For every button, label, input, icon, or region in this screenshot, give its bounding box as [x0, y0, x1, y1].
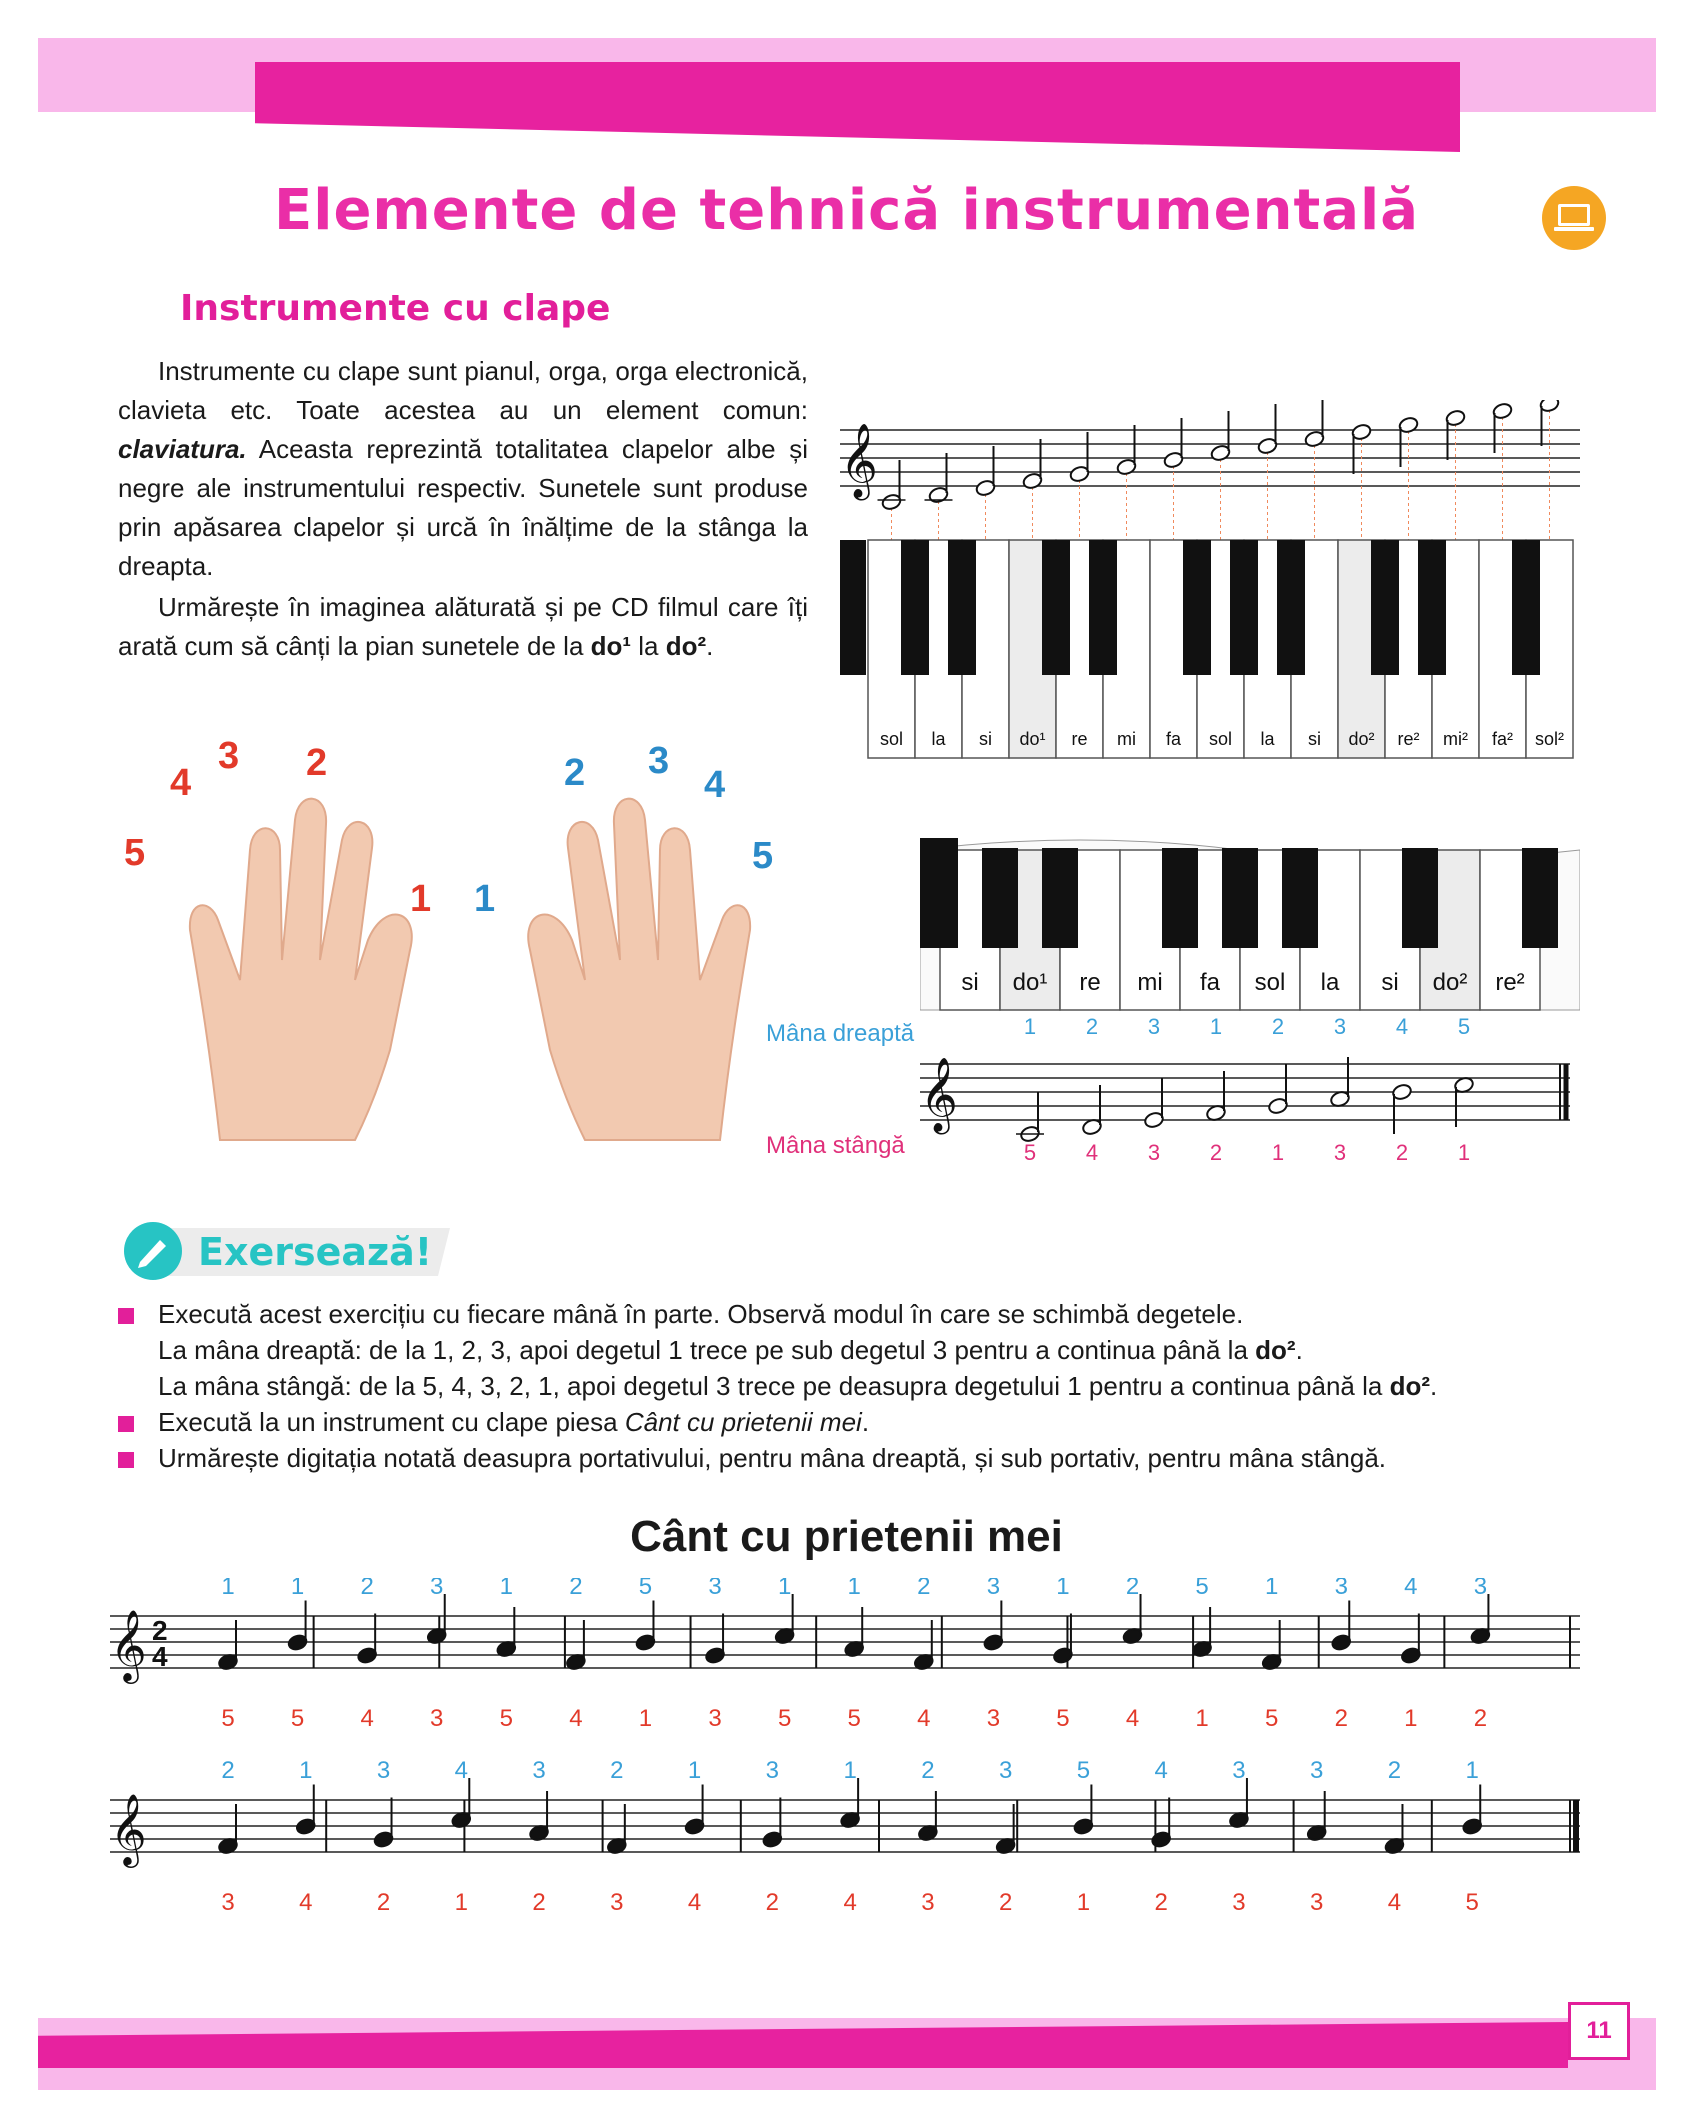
right-hand-finger: 1 [843, 1757, 857, 1784]
left-hand-finger: 1 [1404, 1705, 1418, 1732]
keys-top [840, 540, 1573, 758]
treble-clef: 𝄞 [920, 1058, 958, 1130]
key-label: re² [1495, 969, 1525, 996]
right-hand-finger: 4 [1395, 1014, 1409, 1039]
key-label: re² [1397, 729, 1420, 749]
right-hand-finger: 1 [1209, 1014, 1223, 1039]
black-key [920, 838, 958, 948]
left-hand-finger: 2 [765, 1889, 780, 1916]
left-hand-finger: 2 [1154, 1889, 1168, 1916]
key-label: la [1320, 969, 1340, 996]
scale-staff [920, 1010, 1580, 1170]
left-hand-finger: 1 [1195, 1705, 1209, 1732]
black-key [1089, 540, 1117, 675]
key-label: fa² [1491, 729, 1514, 749]
key-label: mi² [1443, 729, 1468, 749]
intro-paragraph-1: Instrumente cu clape sunt pianul, orga, orga electronică, clavieta etc. Toate acestea au un element comun: claviatura. Aceasta reprezintă totalitatea clapelor albe și negre ale instrumentului respectiv. Sunetele sunt produse prin apăsarea clapelor și urcă în înălțime de la stânga la dreapta. [118, 356, 808, 581]
keyboard-diagram-top [840, 400, 1590, 770]
left-hand-finger: 2 [1209, 1140, 1223, 1165]
left-hand-finger: 1 [1076, 1889, 1091, 1916]
left-hand-finger: 4 [360, 1705, 374, 1732]
key-label: do² [1348, 729, 1375, 749]
left-hand-finger: 3 [430, 1705, 444, 1732]
left-hand-finger: 3 [986, 1705, 1001, 1732]
left-hand-finger: 3 [921, 1889, 935, 1916]
list-subitem: La mâna dreaptă: de la 1, 2, 3, apoi degetul 1 trece pe sub degetul 3 pentru a continua până la do². [158, 1335, 1303, 1365]
black-key [1282, 848, 1318, 948]
pencil-icon [124, 1222, 182, 1280]
right-hand-finger: 2 [1085, 1014, 1099, 1039]
right-hand-finger: 2 [221, 1757, 235, 1784]
left-hand-finger: 3 [1333, 1140, 1347, 1165]
key-label: sol [1254, 969, 1286, 996]
treble-clef: 𝄞 [110, 1795, 147, 1864]
key-label: si [979, 729, 992, 749]
section-title: Instrumente cu clape [180, 288, 611, 329]
left-hand-finger: 4 [917, 1705, 931, 1732]
right-hand-finger: 3 [1232, 1757, 1246, 1784]
left-hand-finger: 5 [290, 1705, 305, 1732]
black-key [1402, 848, 1438, 948]
right-hand-finger: 5 [1457, 1014, 1471, 1039]
key-label: sol [879, 729, 904, 749]
black-key [982, 848, 1018, 948]
black-key [1042, 848, 1078, 948]
laptop-icon[interactable] [1542, 186, 1606, 250]
left-hand-finger: 3 [1232, 1889, 1246, 1916]
left-hand-finger: 1 [638, 1705, 653, 1732]
right-hand-finger: 1 [687, 1757, 702, 1784]
left-hand-finger: 2 [1334, 1705, 1348, 1732]
left-hand-finger: 5 [1023, 1140, 1037, 1165]
black-key [840, 540, 866, 675]
black-key [1042, 540, 1070, 675]
staff-top [840, 400, 1580, 540]
left-hand-finger: 3 [1147, 1140, 1161, 1165]
song-score [110, 1578, 1590, 1978]
right-hand-finger: 3 [1473, 1578, 1488, 1600]
right-hand-finger: 2 [1125, 1578, 1140, 1600]
left-hand-finger: 2 [376, 1889, 391, 1916]
right-hand-finger: 5 [638, 1578, 653, 1600]
right-hand-finger: 3 [998, 1757, 1013, 1784]
right-hand-finger: 3 [708, 1578, 722, 1600]
left-finger-3: 3 [218, 735, 240, 777]
right-hand-finger: 1 [221, 1578, 235, 1600]
page-title: Elemente de tehnică instrumentală [274, 178, 1419, 243]
right-finger-4: 4 [704, 764, 726, 806]
key-label: mi [1117, 729, 1136, 749]
left-hand-finger: 2 [998, 1889, 1013, 1916]
black-key [1230, 540, 1258, 675]
right-hand-finger: 1 [1465, 1757, 1479, 1784]
key-label: sol [1208, 729, 1233, 749]
left-hand-finger: 2 [1395, 1140, 1409, 1165]
right-hand-finger: 3 [1334, 1578, 1348, 1600]
exercise-heading [120, 1222, 460, 1278]
left-hand-finger: 1 [1271, 1140, 1285, 1165]
key-label: la [931, 729, 946, 749]
key-label: si [1381, 969, 1399, 996]
intro-text [118, 352, 808, 666]
left-hand-finger: 2 [1473, 1705, 1488, 1732]
page-number: 11 [1568, 2002, 1630, 2060]
right-hand-finger: 4 [1154, 1757, 1168, 1784]
left-hand-finger: 1 [1457, 1140, 1471, 1165]
right-hand-finger: 1 [777, 1578, 792, 1600]
right-hand-finger: 2 [917, 1578, 931, 1600]
right-hand-finger: 1 [499, 1578, 513, 1600]
left-hand-finger: 4 [687, 1889, 702, 1916]
left-hand-finger: 4 [569, 1705, 583, 1732]
right-finger-3: 3 [648, 740, 670, 782]
right-hand-finger: 2 [921, 1757, 935, 1784]
black-key [1222, 848, 1258, 948]
right-finger-5: 5 [752, 835, 774, 877]
left-hand-finger: 3 [221, 1889, 235, 1916]
left-hand-finger: 4 [1125, 1705, 1140, 1732]
black-key [1522, 848, 1558, 948]
treble-clef: 𝄞 [840, 424, 878, 496]
treble-clef: 𝄞 [110, 1611, 147, 1680]
song-title: Cânt cu prietenii mei [630, 1512, 1063, 1561]
right-hand-finger: 1 [290, 1578, 305, 1600]
left-hand-label: Mâna stângă [766, 1132, 905, 1159]
black-key [1183, 540, 1211, 675]
key-label: sol² [1534, 729, 1565, 749]
key-label: la [1260, 729, 1275, 749]
right-hand-finger: 1 [1265, 1578, 1279, 1600]
list-item: Execută la un instrument cu clape piesa Cânt cu prietenii mei. [118, 1404, 1598, 1440]
left-hand-finger: 4 [299, 1889, 313, 1916]
black-key [1512, 540, 1540, 675]
black-key [948, 540, 976, 675]
key-label: re [1079, 969, 1101, 996]
right-hand-finger: 1 [1056, 1578, 1070, 1600]
right-hand-finger: 2 [610, 1757, 624, 1784]
black-key [901, 540, 929, 675]
right-hand-finger: 1 [847, 1578, 861, 1600]
list-item: Urmărește digitația notată deasupra portativului, pentru mâna dreaptă, și sub portativ, pentru mâna stângă. [118, 1440, 1598, 1476]
right-hand-finger: 4 [1404, 1578, 1418, 1600]
right-hand-finger: 5 [1076, 1757, 1091, 1784]
right-hand-finger: 3 [376, 1757, 391, 1784]
right-hand-finger: 5 [1195, 1578, 1209, 1600]
black-key [1371, 540, 1399, 675]
left-finger-4: 4 [170, 762, 192, 804]
left-finger-5: 5 [124, 832, 146, 874]
left-hand-finger: 1 [454, 1889, 468, 1916]
intro-paragraph-2: Urmărește în imaginea alăturată și pe CD filmul care îți arată cum să cânți la pian sunetele de la do¹ la do². [118, 592, 808, 661]
left-hand-finger: 5 [1265, 1705, 1279, 1732]
left-hand-finger: 3 [708, 1705, 722, 1732]
left-hand-finger: 3 [610, 1889, 624, 1916]
black-key [1162, 848, 1198, 948]
key-label: fa [1199, 969, 1221, 996]
left-hand-finger: 5 [777, 1705, 792, 1732]
right-hand-label: Mâna dreaptă [766, 1020, 915, 1047]
left-finger-2: 2 [306, 742, 328, 784]
list-subitem: La mâna stângă: de la 5, 4, 3, 2, 1, apoi degetul 3 trece pe deasupra degetului 1 pentru a continua până la do². [158, 1371, 1438, 1401]
exercise-title: Exersează! [198, 1230, 433, 1274]
key-label: do² [1432, 969, 1468, 996]
left-hand-finger: 3 [1310, 1889, 1324, 1916]
right-hand-finger: 2 [1387, 1757, 1402, 1784]
right-hand-finger: 3 [1147, 1014, 1161, 1039]
left-finger-1: 1 [410, 878, 432, 920]
key-label: do¹ [1019, 729, 1046, 749]
right-hand-finger: 3 [532, 1757, 546, 1784]
left-hand-finger: 4 [843, 1889, 857, 1916]
right-hand-finger: 2 [360, 1578, 374, 1600]
right-hand-finger: 3 [765, 1757, 780, 1784]
left-hand-finger: 5 [221, 1705, 235, 1732]
key-label: re [1071, 729, 1088, 749]
right-hand-finger: 2 [569, 1578, 583, 1600]
left-hand-finger: 4 [1387, 1889, 1402, 1916]
right-hand-finger: 3 [430, 1578, 444, 1600]
left-hand-finger: 5 [499, 1705, 513, 1732]
right-finger-2: 2 [564, 752, 586, 794]
exercise-list [118, 1296, 1598, 1476]
right-hand-finger: 4 [454, 1757, 468, 1784]
time-signature-bottom: 4 [152, 1641, 168, 1672]
black-key [1418, 540, 1446, 675]
black-key [1277, 540, 1305, 675]
right-hand-finger: 1 [299, 1757, 313, 1784]
left-hand-finger: 5 [1465, 1889, 1479, 1916]
left-hand-finger: 2 [532, 1889, 546, 1916]
left-hand-finger: 5 [1056, 1705, 1070, 1732]
time-signature-top: 2 [152, 1615, 168, 1646]
right-hand-finger: 3 [1310, 1757, 1324, 1784]
left-hand-finger: 5 [847, 1705, 861, 1732]
list-item: Execută acest exercițiu cu fiecare mână în parte. Observă modul în care se schimbă degetele. [118, 1296, 1598, 1332]
right-hand-finger: 3 [1333, 1014, 1347, 1039]
header-accent-band [255, 62, 1460, 152]
left-hand-finger: 4 [1085, 1140, 1099, 1165]
right-hand-finger: 3 [986, 1578, 1001, 1600]
key-label: mi [1137, 969, 1163, 996]
key-label: si [1308, 729, 1321, 749]
right-finger-1: 1 [474, 878, 496, 920]
key-label: si [961, 969, 979, 996]
right-hand-finger: 2 [1271, 1014, 1285, 1039]
key-label: fa [1165, 729, 1182, 749]
keyboard-diagram-bottom [920, 830, 1580, 1020]
key-label: do¹ [1012, 969, 1048, 996]
right-hand-finger: 1 [1023, 1014, 1037, 1039]
